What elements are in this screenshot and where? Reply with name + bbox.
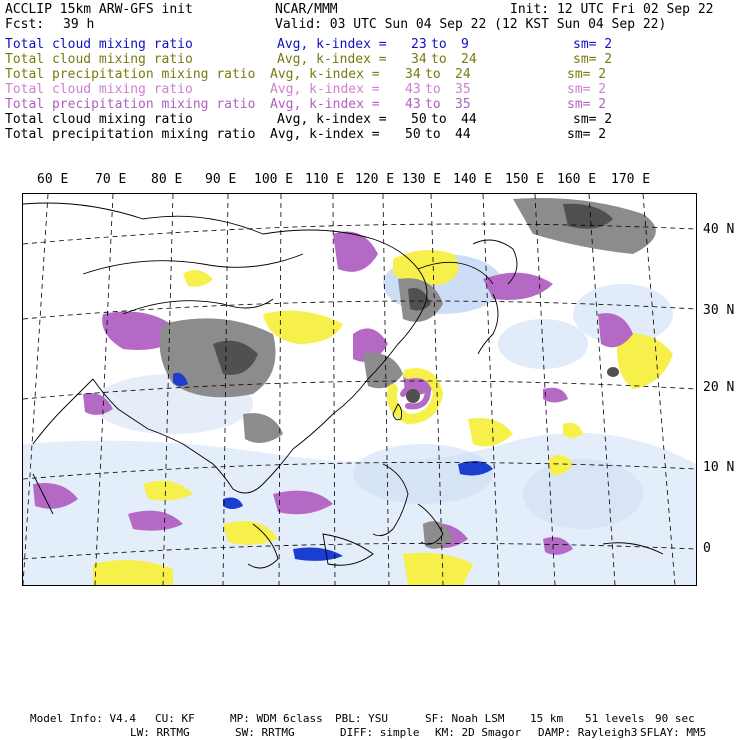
legend-smooth: sm= 2 [573,37,613,52]
legend-k-start: 23 [411,37,427,52]
legend-to: to [425,127,441,142]
legend-field: Total precipitation mixing ratio [5,127,256,142]
legend-k-start: 43 [405,97,421,112]
footer-diff: DIFF: simple [340,726,420,739]
legend-k-start: 43 [405,82,421,97]
forecast-label: Fcst: [5,17,45,32]
legend-row [5,67,735,82]
legend-row [5,52,735,67]
legend-k-end: 24 [455,67,471,82]
legend-smooth: sm= 2 [567,67,607,82]
org-label: NCAR/MMM [275,2,338,17]
lon-label: 140 E [453,172,493,187]
forecast-map [22,193,697,586]
legend-to: to [425,97,441,112]
legend-smooth: sm= 2 [567,127,607,142]
legend-smooth: sm= 2 [567,82,607,97]
forecast-hours: 39 h [63,17,95,32]
legend-field: Total cloud mixing ratio [5,112,193,127]
legend-to: to [431,112,447,127]
legend-field: Total cloud mixing ratio [5,37,193,52]
legend-field: Total precipitation mixing ratio [5,67,256,82]
cloud-field-layer [23,198,696,585]
legend-row [5,127,735,142]
legend-row [5,82,735,97]
legend-row [5,112,735,127]
footer-levels: 51 levels [585,712,645,725]
lon-label: 60 E [37,172,69,187]
lat-label: 30 N [703,303,735,318]
legend-avg: Avg, k-index = [270,97,380,112]
lon-label: 90 E [205,172,237,187]
legend-k-start: 50 [411,112,427,127]
legend-row [5,97,735,112]
legend-smooth: sm= 2 [573,112,613,127]
legend-avg: Avg, k-index = [270,127,380,142]
legend-avg: Avg, k-index = [277,52,387,67]
legend-avg: Avg, k-index = [270,67,380,82]
footer-timestep: 90 sec [655,712,695,725]
legend-k-end: 35 [455,97,471,112]
lon-label: 70 E [95,172,127,187]
legend-k-end: 24 [461,52,477,67]
legend-k-start: 34 [405,67,421,82]
footer-mp: MP: WDM 6class [230,712,323,725]
lon-label: 110 E [305,172,345,187]
legend-field: Total cloud mixing ratio [5,52,193,67]
footer-km: KM: 2D Smagor [435,726,522,739]
lon-label: 100 E [254,172,294,187]
legend-avg: Avg, k-index = [277,37,387,52]
lon-label: 150 E [505,172,545,187]
legend-row [5,37,735,52]
footer-sf: SF: Noah LSM [425,712,505,725]
map-canvas [23,194,696,585]
legend-to: to [431,52,447,67]
init-time: Init: 12 UTC Fri 02 Sep 22 [510,2,714,17]
footer-pbl: PBL: YSU [335,712,388,725]
lat-label: 10 N [703,460,735,475]
legend-k-end: 9 [461,37,469,52]
lon-label: 170 E [611,172,651,187]
legend-k-end: 44 [455,127,471,142]
footer-cu: CU: KF [155,712,195,725]
legend-to: to [425,82,441,97]
footer-model-info: Model Info: V4.4 [30,712,136,725]
footer-sflay: SFLAY: MM5 [640,726,707,739]
legend-smooth: sm= 2 [567,97,607,112]
legend-field: Total precipitation mixing ratio [5,97,256,112]
legend-k-start: 34 [411,52,427,67]
legend-k-start: 50 [405,127,421,142]
lat-label: 40 N [703,222,735,237]
lat-label: 0 [703,541,711,556]
footer-resolution: 15 km [530,712,564,725]
lon-label: 80 E [151,172,183,187]
legend-k-end: 44 [461,112,477,127]
legend-k-end: 35 [455,82,471,97]
model-title: ACCLIP 15km ARW-GFS init [5,2,193,17]
valid-time: Valid: 03 UTC Sun 04 Sep 22 (12 KST Sun 04 Sep 22) [275,17,667,32]
footer-sw: SW: RRTMG [235,726,295,739]
lon-label: 130 E [402,172,442,187]
lat-label: 20 N [703,380,735,395]
lon-label: 160 E [557,172,597,187]
legend-smooth: sm= 2 [573,52,613,67]
footer-damp: DAMP: Rayleigh3 [538,726,638,739]
legend-avg: Avg, k-index = [270,82,380,97]
footer-lw: LW: RRTMG [130,726,190,739]
legend-avg: Avg, k-index = [277,112,387,127]
legend-to: to [425,67,441,82]
legend-to: to [431,37,447,52]
lon-label: 120 E [355,172,395,187]
legend-field: Total cloud mixing ratio [5,82,193,97]
